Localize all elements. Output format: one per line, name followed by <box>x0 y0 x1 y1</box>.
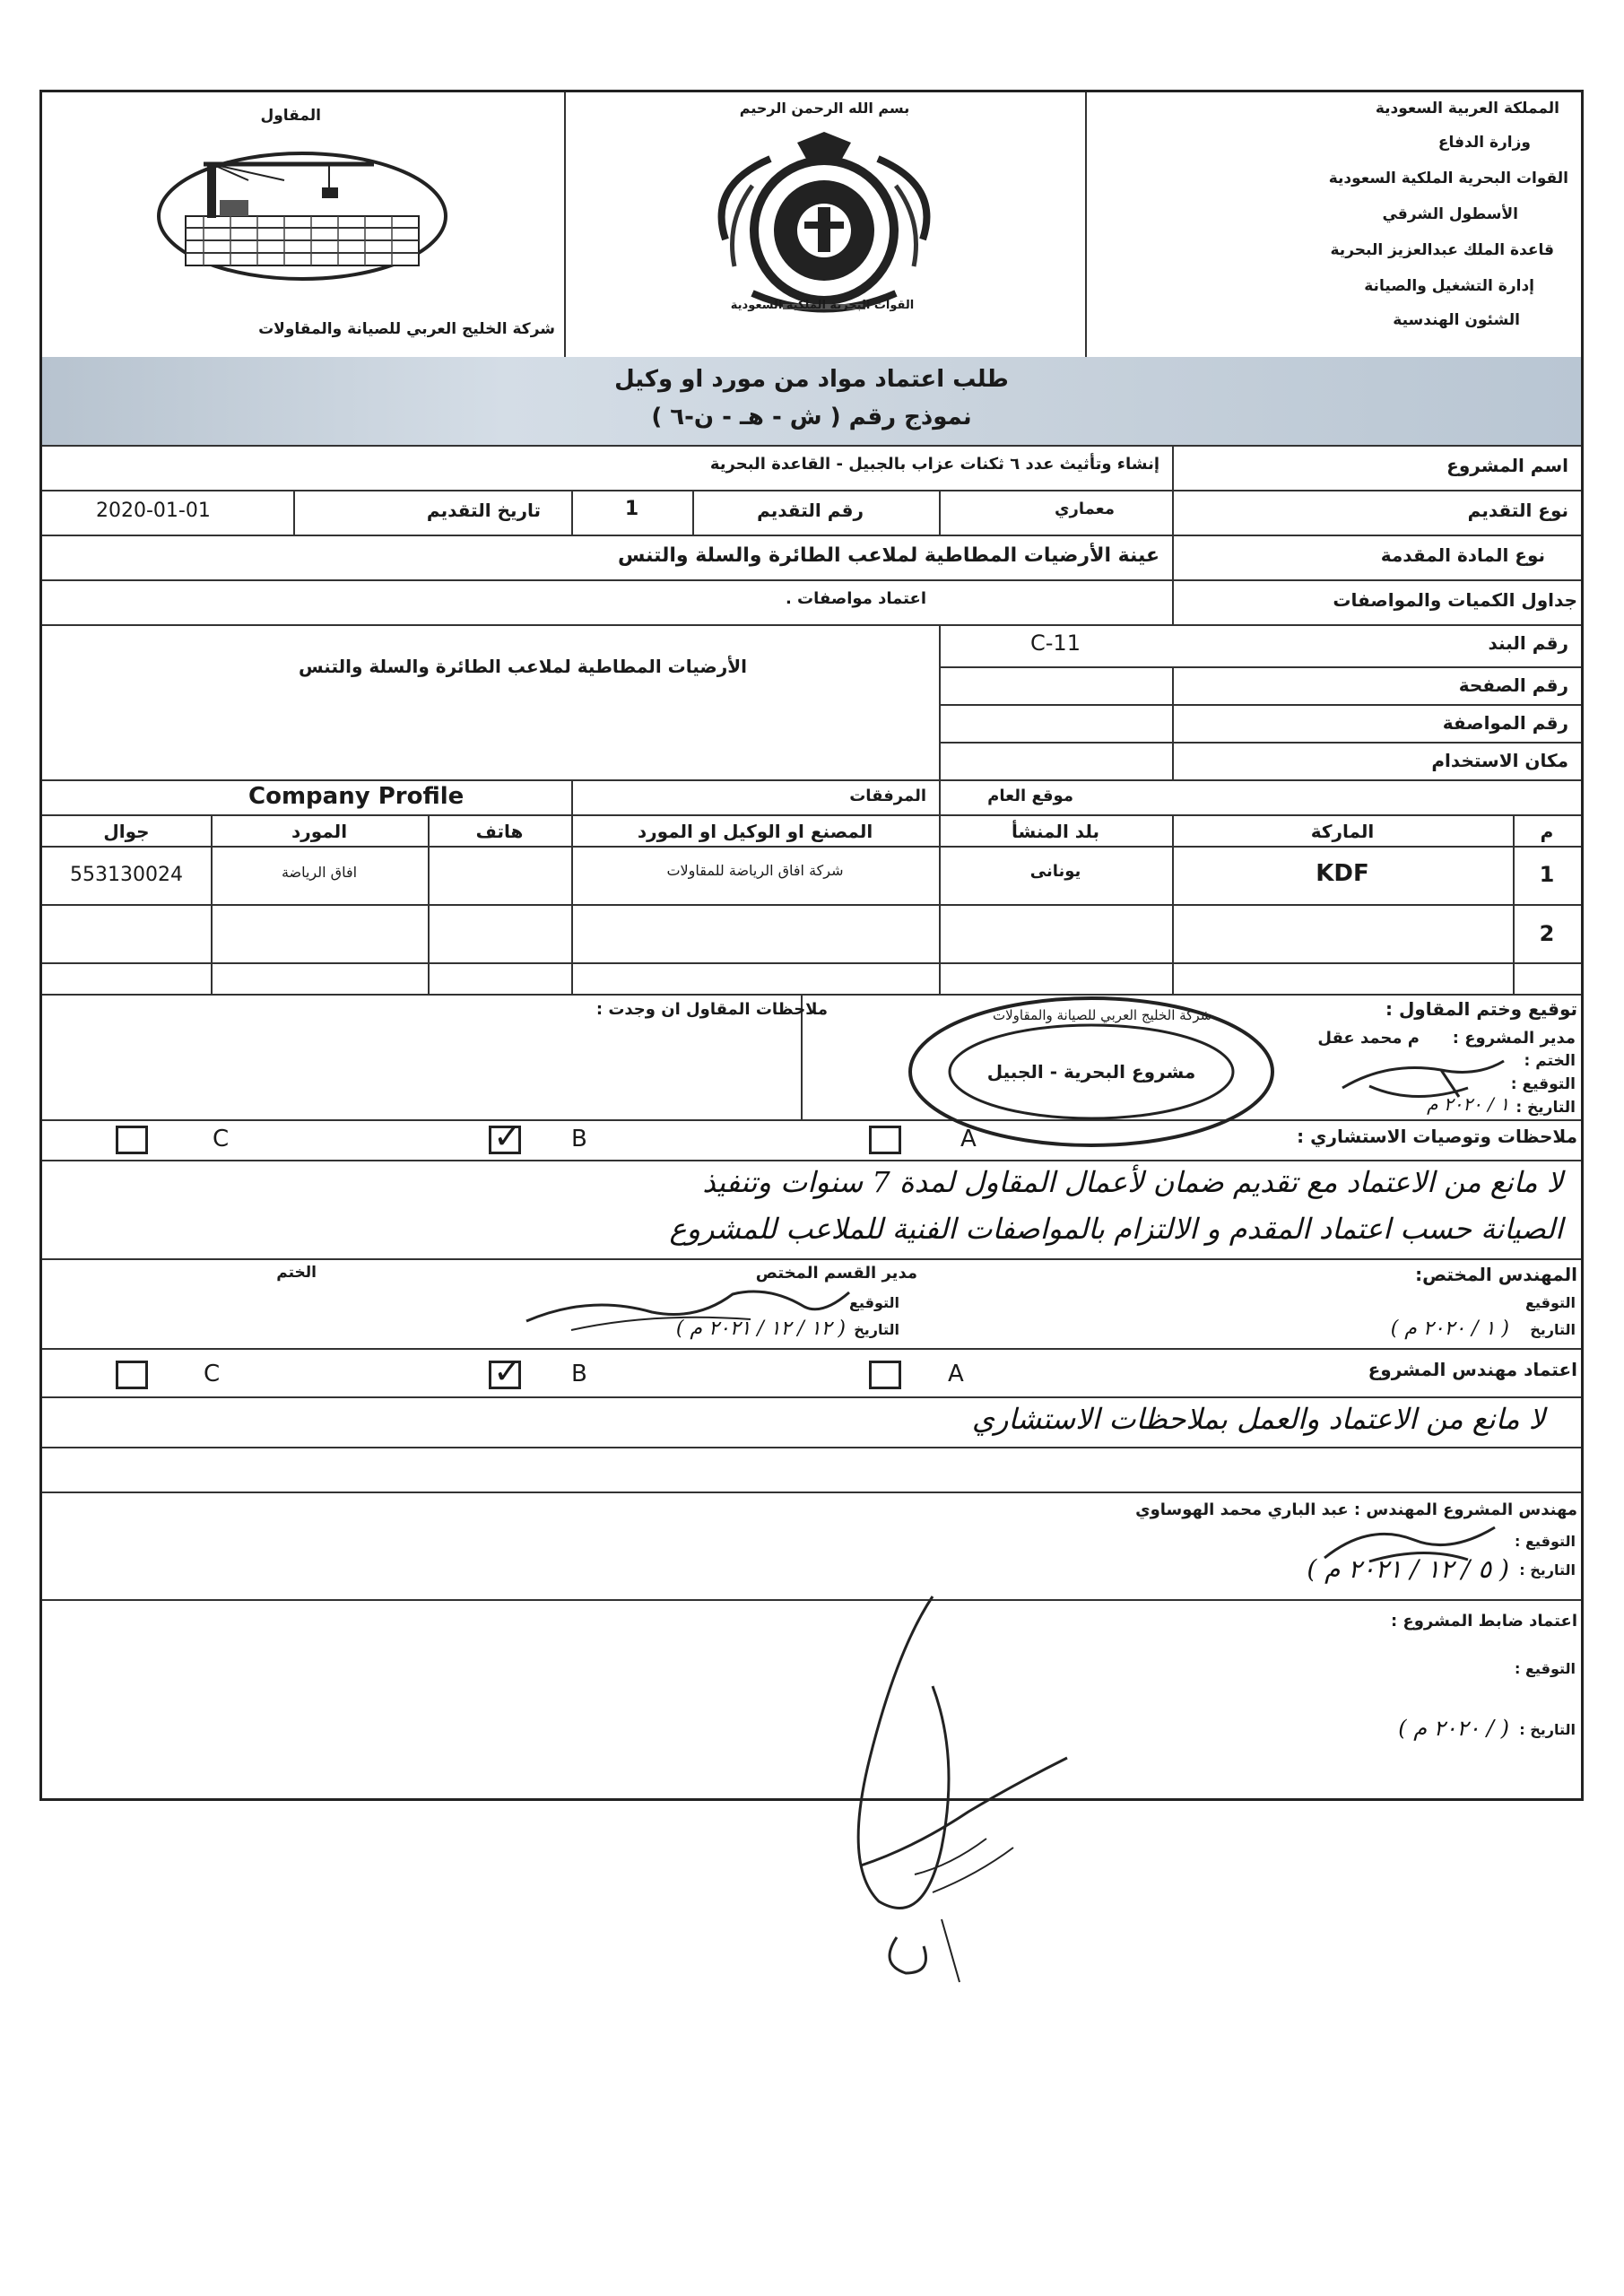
supervisor-date-label: التاريخ : <box>1519 1561 1576 1578</box>
basmala: بسم الله الرحمن الرحيم <box>739 100 910 117</box>
supervisor-signature-icon <box>1316 1518 1513 1572</box>
material-type-label: نوع المادة المقدمة <box>1380 544 1545 566</box>
form-title: طلب اعتماد مواد من مورد او وكيل <box>614 366 1009 393</box>
attachments-value: Company Profile <box>248 783 465 810</box>
row1-manufacturer: شركة افاق الرياضة للمقاولات <box>666 862 844 879</box>
header-line-5: قاعدة الملك عبدالعزيز البحرية <box>1330 241 1554 259</box>
page-no-label: رقم الصفحة <box>1458 674 1568 696</box>
header-line-7: الشئون الهندسية <box>1393 311 1520 329</box>
emblem-caption: القوات البحرية الملكية السعودية <box>730 299 915 312</box>
spec-approval-label: اعتماد مواصفات . <box>785 589 926 608</box>
project-name-label: اسم المشروع <box>1446 455 1568 476</box>
form-title-banner <box>42 357 1581 445</box>
item-no-value: C-11 <box>1030 631 1081 656</box>
th-mobile: جوال <box>103 821 150 842</box>
th-manufacturer: المصنع او الوكيل او المورد <box>637 821 873 842</box>
consultant-option-c-label: C <box>213 1126 230 1152</box>
project-name-value: إنشاء وتأثيث عدد ٦ ثكنات عزاب بالجبيل - القاعدة البحرية <box>709 455 1159 474</box>
final-signature-label: التوقيع : <box>1515 1660 1576 1677</box>
stamp-center-text: مشروع البحرية - الجبيل <box>986 1061 1196 1083</box>
contractor-remarks-label: ملاحظات المقاول ان وجدت : <box>595 1000 828 1019</box>
dept-date-value: ( ١٢ / ١٢ / ٢٠٢١ م ) <box>675 1318 846 1340</box>
contractor-sign-title: توقيع وختم المقاول : <box>1385 998 1577 1020</box>
contractor-date-label: التاريخ : <box>1515 1099 1576 1117</box>
supervisor-label: مهندس المشروع المهندس : عبد الباري محمد الهوساوي <box>1135 1500 1577 1519</box>
row1-brand: KDF <box>1316 860 1369 887</box>
submission-date-value: 2020-01-01 <box>96 500 211 522</box>
consultant-option-a-label: A <box>960 1126 977 1152</box>
pe-checkbox-b[interactable] <box>489 1352 522 1391</box>
consultant-checkbox-a[interactable] <box>869 1126 901 1154</box>
check-icon: ✓ <box>493 1117 522 1156</box>
spec-approval-value: الأرضيات المطاطية لملاعب الطائرة والسلة والتنس <box>299 656 747 677</box>
material-type-value: عينة الأرضيات المطاطية لملاعب الطائرة والسلة والتنس <box>618 544 1159 567</box>
form-number: نموذج رقم ( ش - هـ - ن-٦ ) <box>651 404 972 430</box>
consultant-stamp-label: الختم <box>276 1264 317 1282</box>
project-engineer-note: لا مانع من الاعتماد والعمل بملاحظات الاستشاري <box>971 1402 1545 1436</box>
row1-idx: 1 <box>1539 862 1555 887</box>
contractor-manager-name: م محمد عقل <box>1317 1029 1420 1048</box>
item-no-label: رقم البند <box>1488 632 1568 654</box>
row1-origin: يونانى <box>1029 862 1081 881</box>
pe-option-b-label: B <box>571 1361 587 1387</box>
th-phone: هاتف <box>475 821 524 842</box>
contractor-stamp-label: الختم : <box>1524 1052 1576 1070</box>
contractor-logo-icon <box>150 144 455 288</box>
check-icon: ✓ <box>493 1352 522 1391</box>
th-origin: بلد المنشأ <box>1012 821 1099 842</box>
row2-idx: 2 <box>1539 921 1555 946</box>
header-line-1: المملكة العربية السعودية <box>1375 100 1559 117</box>
quantities-label: جداول الكميات والمواصفات <box>1333 589 1577 611</box>
approval-form <box>39 90 1584 1801</box>
supervisor-signature-label: التوقيع : <box>1515 1533 1576 1550</box>
attachments-label: المرفقات <box>849 787 926 805</box>
contractor-stamp <box>903 991 1280 1152</box>
submission-type-value: معماري <box>1055 500 1115 518</box>
consultant-note-line-2: الصيانة حسب اعتماد المقدم و الالتزام بالمواصفات الفنية للملاعب للمشروع <box>669 1212 1563 1246</box>
contractor-signature-icon <box>1333 1034 1522 1115</box>
th-brand: الماركة <box>1310 821 1375 842</box>
consultant-label: ملاحظات وتوصيات الاستشاري : <box>1297 1126 1577 1147</box>
submission-date-label: تاريخ التقديم <box>426 500 541 521</box>
engineer-date-label: التاريخ <box>1530 1321 1576 1338</box>
header-line-3: القوات البحرية الملكية السعودية <box>1328 170 1568 187</box>
consultant-option-b-label: B <box>571 1126 587 1152</box>
pe-option-c-label: C <box>204 1361 221 1387</box>
project-engineer-label: اعتماد مهندس المشروع <box>1368 1359 1577 1380</box>
spec-no-label: رقم المواصفة <box>1442 712 1568 734</box>
dept-signature-label: التوقيع <box>849 1294 899 1311</box>
consultant-checkbox-b[interactable] <box>489 1117 522 1156</box>
contractor-label: المقاول <box>260 107 321 125</box>
final-date-label: التاريخ : <box>1519 1721 1576 1738</box>
submission-no-value: 1 <box>624 498 639 520</box>
usage-place-label: مكان الاستخدام <box>1431 750 1568 771</box>
pe-option-a-label: A <box>948 1361 964 1387</box>
supervisor-date-value: ( ٥ / ١٢ / ٢٠٢١ م ) <box>1307 1554 1509 1584</box>
pe-checkbox-c[interactable] <box>116 1361 148 1389</box>
dept-manager-label: مدير القسم المختص <box>755 1264 917 1283</box>
engineer-date-value: ( ١ / ٢٠٢٠ م ) <box>1390 1318 1509 1340</box>
dept-signature-icon <box>517 1276 858 1348</box>
contractor-signature-label: التوقيع : <box>1510 1075 1576 1093</box>
contractor-manager-label: مدير المشروع : <box>1452 1029 1576 1048</box>
header-line-2: وزارة الدفاع <box>1437 134 1531 152</box>
consultant-note-line-1: لا مانع من الاعتماد مع تقديم ضمان لأعمال المقاول لمدة 7 سنوات وتنفيذ <box>702 1165 1563 1199</box>
project-officer-signature-icon <box>807 1578 1094 1991</box>
pe-checkbox-a[interactable] <box>869 1361 901 1389</box>
submission-no-label: رقم التقديم <box>757 500 864 521</box>
header-line-6: إدارة التشغيل والصيانة <box>1364 277 1534 295</box>
row1-mobile: 553130024 <box>70 864 183 886</box>
contractor-date-value: ١ / ٢٠٢٠ م <box>1427 1093 1509 1115</box>
row1-supplier: افاق الرياضة <box>281 864 358 881</box>
final-date-value: ( / ٢٠٢٠ م ) <box>1398 1716 1509 1741</box>
engineer-signature-label: التوقيع <box>1525 1294 1576 1311</box>
submission-type-label: نوع التقديم <box>1467 500 1568 521</box>
th-supplier: المورد <box>291 821 348 842</box>
final-approval-label: اعتماد ضابط المشروع : <box>1390 1612 1577 1631</box>
consultant-checkbox-c[interactable] <box>116 1126 148 1154</box>
dept-date-label: التاريخ <box>854 1321 899 1338</box>
general-location-label: موقع العام <box>987 787 1073 805</box>
header-line-4: الأسطول الشرقي <box>1382 205 1518 223</box>
contractor-company-name: شركة الخليج العربي للصيانة والمقاولات <box>258 320 555 338</box>
engineer-label: المهندس المختص: <box>1415 1264 1577 1285</box>
th-idx: م <box>1540 821 1554 842</box>
stamp-ring-text: شركة الخليج العربي للصيانة والمقاولات <box>993 1007 1212 1023</box>
